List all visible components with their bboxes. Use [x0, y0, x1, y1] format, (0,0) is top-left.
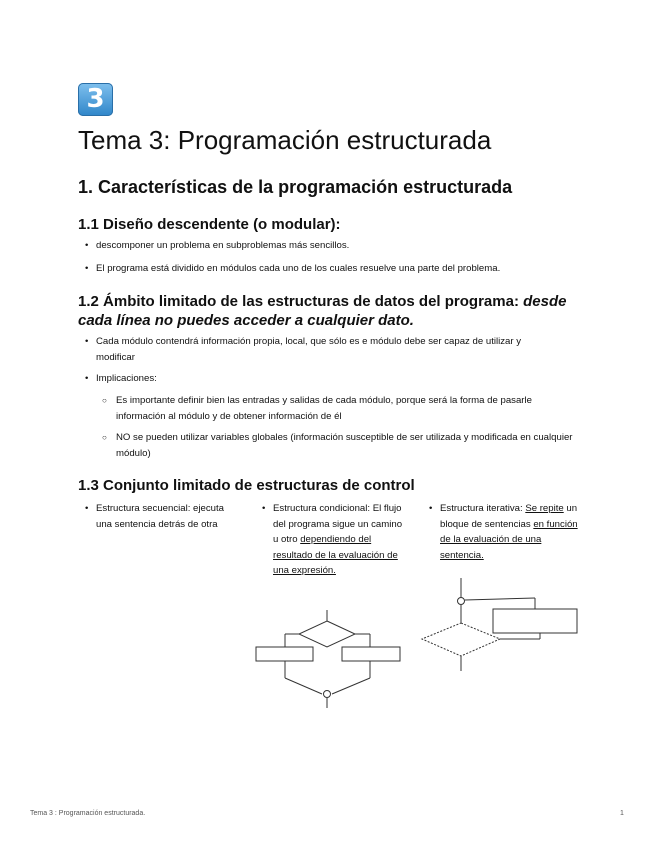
footer-page-number: 1 [620, 810, 624, 817]
conditional-flowchart [256, 610, 400, 708]
s12-heading-text: 1.2 Ámbito limitado de las estructuras de datos del programa: [78, 293, 524, 310]
section-1-heading: 1. Características de la programación estructurada [78, 177, 513, 197]
footer-doc-title: Tema 3 : Programación estructurada. [30, 810, 146, 817]
number-3-emoji-icon: 3 [78, 83, 113, 116]
col3-text-b: Se repite [525, 503, 564, 514]
section-1-1-heading: 1.1 Diseño descendente (o modular): [78, 216, 341, 233]
col3-text-d: en función de la evaluación de una sentencia. [440, 518, 578, 561]
s11-bullet-1: • descomponer un problema en subproblemas más sencillos. [96, 238, 576, 254]
col2-text-a: Estructura condicional: El flujo del programa sigue un camino u otro [273, 503, 403, 545]
col2-text-b: dependiendo del resultado de la evaluación de una expresión. [273, 534, 398, 576]
col3-text-c: un bloque de sentencias [440, 503, 578, 530]
s12-sub-bullet-2: ○ NO se pueden utilizar variables globales (información susceptible de ser utilizada y modificada en cualquier módulo) [116, 430, 578, 461]
section-1-3-heading: 1.3 Conjunto limitado de estructuras de control [78, 477, 415, 494]
page-title: Tema 3: Programación estructurada [78, 125, 492, 155]
iterative-flowchart [422, 578, 577, 671]
s12-bullet-1: • Cada módulo contendrá información propia, local, que sólo es e módulo debe ser capaz de utilizar y modificar [96, 334, 556, 365]
s12-sub-bullet-1: ○ Es importante definir bien las entradas y salidas de cada módulo, porque será la forma de pasarle información al módulo y de obtener información de él [116, 393, 578, 424]
s12-bullet-2: • Implicaciones: [96, 371, 556, 387]
col-secuencial: • Estructura secuencial: ejecuta una sentencia detrás de otra [96, 501, 231, 532]
col3-text-a: Estructura iterativa: [440, 503, 526, 514]
s11-bullet-2: • El programa está dividido en módulos cada uno de los cuales resuelve una parte del problema. [96, 261, 576, 277]
s12-heading-emphasis: desde cada línea no puedes acceder a cualquier dato. [78, 293, 567, 329]
